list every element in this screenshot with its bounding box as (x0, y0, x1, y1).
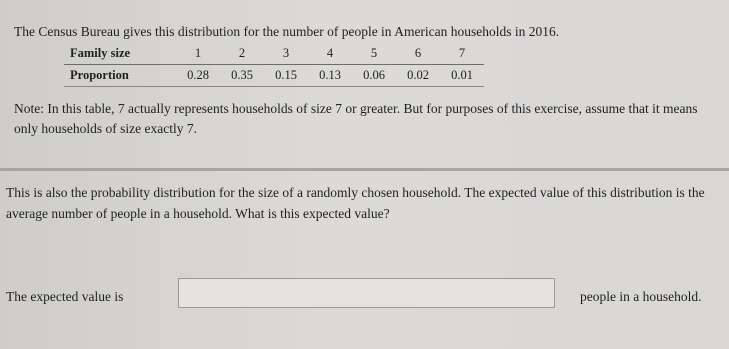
family-size-cell: 3 (264, 43, 308, 65)
question-text: This is also the probability distribution for the size of a randomly chosen household. The expected value of this distribution is the average number of people in a household. What is this expected value? (6, 185, 705, 221)
distribution-table (64, 43, 484, 87)
family-size-cell: 4 (308, 43, 352, 65)
section-divider (0, 168, 729, 171)
table-note: Note: In this table, 7 actually represents households of size 7 or greater. But for purposes of this exercise, assume that it means only households of size exactly 7. (14, 101, 698, 136)
family-size-cell: 1 (176, 43, 220, 65)
proportion-cell: 0.15 (264, 65, 308, 87)
family-size-header: Family size (64, 43, 176, 65)
answer-suffix: people in a household. (580, 289, 702, 304)
problem-intro: The Census Bureau gives this distribution for the number of people in American households in 2016. (14, 24, 560, 39)
expected-value-input[interactable] (178, 278, 555, 308)
proportion-cell: 0.13 (308, 65, 352, 87)
table-row (64, 65, 484, 87)
family-size-cell: 7 (440, 43, 484, 65)
family-size-cell: 6 (396, 43, 440, 65)
table-row (64, 43, 484, 65)
proportion-header: Proportion (64, 65, 176, 87)
answer-label: The expected value is (6, 289, 124, 304)
proportion-cell: 0.35 (220, 65, 264, 87)
proportion-cell: 0.01 (440, 65, 484, 87)
proportion-cell: 0.02 (396, 65, 440, 87)
proportion-cell: 0.06 (352, 65, 396, 87)
family-size-cell: 5 (352, 43, 396, 65)
proportion-cell: 0.28 (176, 65, 220, 87)
family-size-cell: 2 (220, 43, 264, 65)
